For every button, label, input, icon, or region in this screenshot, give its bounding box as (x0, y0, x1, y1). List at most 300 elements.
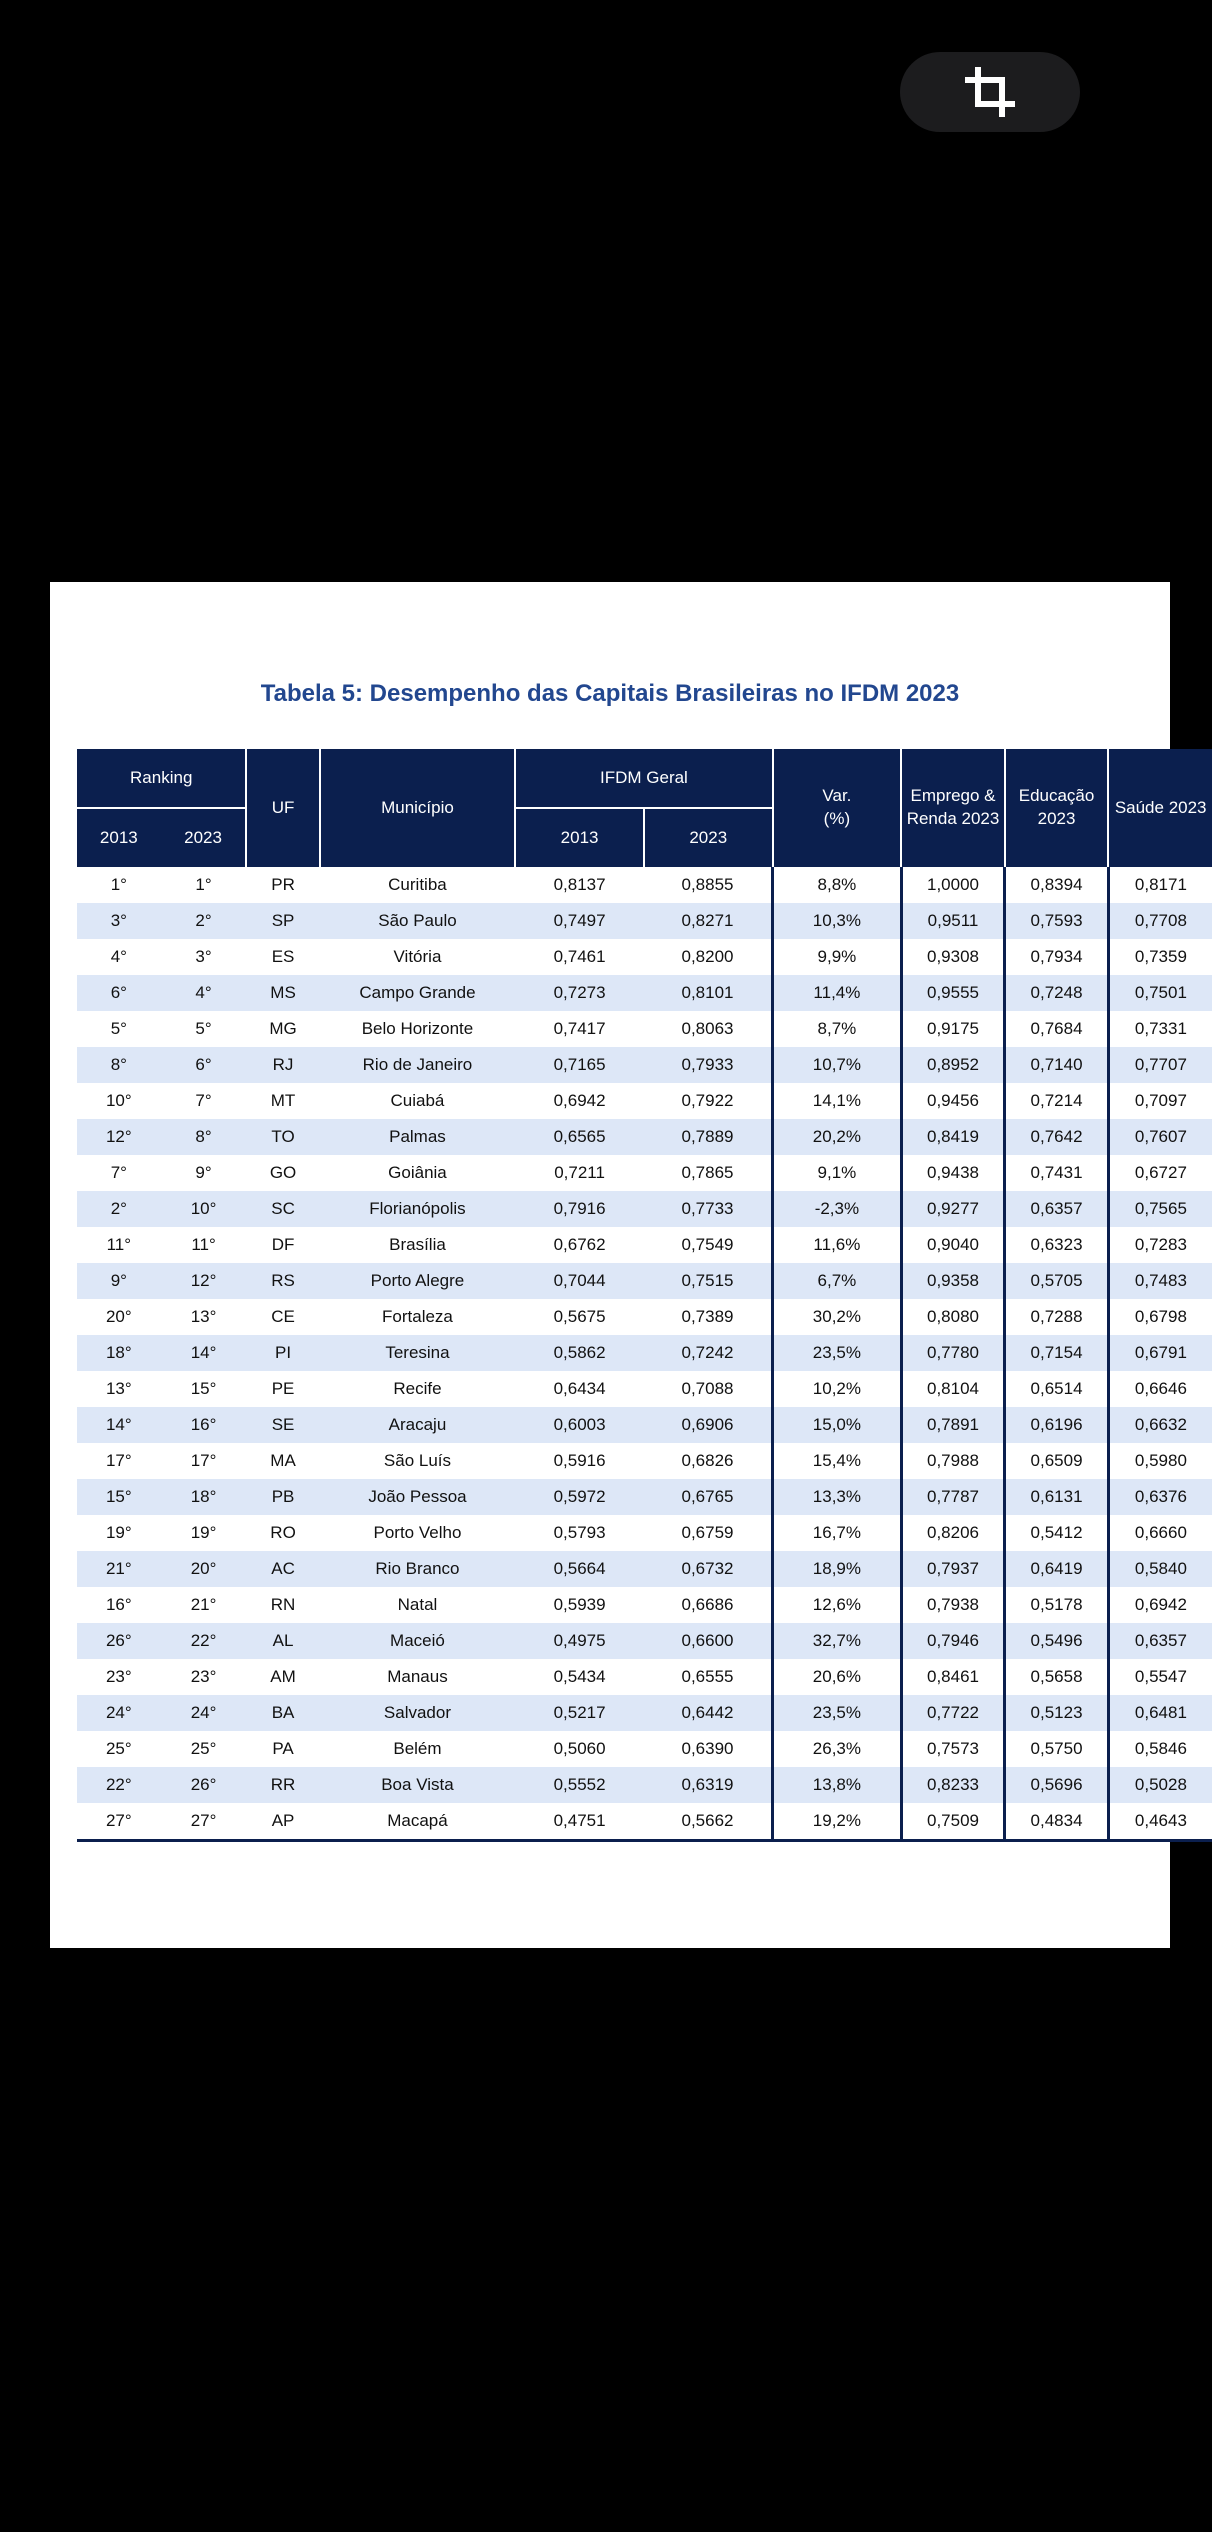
table-row (77, 975, 1212, 1011)
cell-var: 12,6% (773, 1587, 902, 1623)
cell-saude: 0,6357 (1108, 1623, 1212, 1659)
cell-var: 9,1% (773, 1155, 902, 1191)
cell-var: 13,8% (773, 1767, 902, 1803)
cell-var: 14,1% (773, 1083, 902, 1119)
cell-ifdm-2013: 0,7461 (515, 939, 644, 975)
cell-educacao: 0,5412 (1005, 1515, 1109, 1551)
cell-ifdm-2013: 0,7211 (515, 1155, 644, 1191)
cell-ifdm-2013: 0,5675 (515, 1299, 644, 1335)
cell-rank-2013: 26° (77, 1623, 161, 1659)
cell-emprego-renda: 0,8233 (901, 1767, 1005, 1803)
header-municipio: Município (320, 749, 516, 867)
header-ifdm-geral: IFDM Geral (515, 749, 772, 808)
cell-emprego-renda: 0,7988 (901, 1443, 1005, 1479)
cell-rank-2013: 18° (77, 1335, 161, 1371)
table-row (77, 867, 1212, 903)
cell-emprego-renda: 0,9438 (901, 1155, 1005, 1191)
cell-rank-2023: 12° (161, 1263, 247, 1299)
cell-rank-2023: 13° (161, 1299, 247, 1335)
cell-emprego-renda: 0,8206 (901, 1515, 1005, 1551)
cell-municipio: Porto Velho (320, 1515, 516, 1551)
cell-emprego-renda: 0,9175 (901, 1011, 1005, 1047)
table-row (77, 1083, 1212, 1119)
cell-ifdm-2023: 0,6765 (644, 1479, 773, 1515)
cell-uf: SE (246, 1407, 319, 1443)
cell-rank-2023: 16° (161, 1407, 247, 1443)
cell-saude: 0,7565 (1108, 1191, 1212, 1227)
cell-rank-2023: 5° (161, 1011, 247, 1047)
cell-ifdm-2013: 0,6762 (515, 1227, 644, 1263)
cell-educacao: 0,5696 (1005, 1767, 1109, 1803)
cell-rank-2013: 21° (77, 1551, 161, 1587)
cell-var: 15,4% (773, 1443, 902, 1479)
cell-var: 18,9% (773, 1551, 902, 1587)
cell-municipio: Porto Alegre (320, 1263, 516, 1299)
cell-ifdm-2013: 0,5793 (515, 1515, 644, 1551)
cell-ifdm-2023: 0,6442 (644, 1695, 773, 1731)
cell-rank-2013: 20° (77, 1299, 161, 1335)
cell-emprego-renda: 0,9040 (901, 1227, 1005, 1263)
header-var: Var. (%) (773, 749, 902, 867)
cell-uf: BA (246, 1695, 319, 1731)
cell-saude: 0,7483 (1108, 1263, 1212, 1299)
cell-ifdm-2023: 0,7088 (644, 1371, 773, 1407)
cell-saude: 0,6942 (1108, 1587, 1212, 1623)
cell-ifdm-2023: 0,7242 (644, 1335, 773, 1371)
cell-saude: 0,5846 (1108, 1731, 1212, 1767)
cell-ifdm-2023: 0,7865 (644, 1155, 773, 1191)
table-row (77, 1803, 1212, 1841)
cell-uf: MA (246, 1443, 319, 1479)
cell-municipio: Palmas (320, 1119, 516, 1155)
cell-rank-2023: 18° (161, 1479, 247, 1515)
cell-municipio: Belém (320, 1731, 516, 1767)
cell-uf: AC (246, 1551, 319, 1587)
cell-uf: DF (246, 1227, 319, 1263)
table-row (77, 1335, 1212, 1371)
cell-educacao: 0,5750 (1005, 1731, 1109, 1767)
cell-municipio: Rio de Janeiro (320, 1047, 516, 1083)
cell-educacao: 0,6419 (1005, 1551, 1109, 1587)
cell-municipio: Manaus (320, 1659, 516, 1695)
cell-educacao: 0,6323 (1005, 1227, 1109, 1263)
cell-rank-2013: 17° (77, 1443, 161, 1479)
cell-rank-2013: 15° (77, 1479, 161, 1515)
cell-rank-2013: 16° (77, 1587, 161, 1623)
cell-rank-2023: 11° (161, 1227, 247, 1263)
cell-rank-2013: 13° (77, 1371, 161, 1407)
table-row (77, 1479, 1212, 1515)
cell-saude: 0,5547 (1108, 1659, 1212, 1695)
cell-rank-2013: 25° (77, 1731, 161, 1767)
cell-rank-2023: 22° (161, 1623, 247, 1659)
cell-rank-2023: 25° (161, 1731, 247, 1767)
cell-saude: 0,7331 (1108, 1011, 1212, 1047)
cell-ifdm-2013: 0,7497 (515, 903, 644, 939)
cell-saude: 0,5840 (1108, 1551, 1212, 1587)
cell-municipio: João Pessoa (320, 1479, 516, 1515)
cell-var: 9,9% (773, 939, 902, 975)
cell-municipio: Salvador (320, 1695, 516, 1731)
cell-saude: 0,7359 (1108, 939, 1212, 975)
cell-var: 16,7% (773, 1515, 902, 1551)
cell-rank-2013: 11° (77, 1227, 161, 1263)
cell-emprego-renda: 0,9555 (901, 975, 1005, 1011)
cell-uf: CE (246, 1299, 319, 1335)
cell-emprego-renda: 0,7573 (901, 1731, 1005, 1767)
cell-var: 11,4% (773, 975, 902, 1011)
cell-ifdm-2013: 0,5916 (515, 1443, 644, 1479)
table-row (77, 1767, 1212, 1803)
cell-ifdm-2013: 0,5217 (515, 1695, 644, 1731)
cell-ifdm-2013: 0,4975 (515, 1623, 644, 1659)
header-ranking-2023: 2023 (161, 808, 247, 867)
cell-ifdm-2013: 0,8137 (515, 867, 644, 903)
cell-rank-2023: 21° (161, 1587, 247, 1623)
cell-ifdm-2023: 0,8200 (644, 939, 773, 975)
cell-educacao: 0,7248 (1005, 975, 1109, 1011)
cell-var: 10,7% (773, 1047, 902, 1083)
crop-icon (964, 66, 1016, 118)
cell-saude: 0,6481 (1108, 1695, 1212, 1731)
cell-ifdm-2023: 0,7549 (644, 1227, 773, 1263)
cell-uf: RJ (246, 1047, 319, 1083)
cell-municipio: Campo Grande (320, 975, 516, 1011)
cell-uf: RR (246, 1767, 319, 1803)
cell-educacao: 0,8394 (1005, 867, 1109, 903)
cell-municipio: São Paulo (320, 903, 516, 939)
cell-rank-2023: 26° (161, 1767, 247, 1803)
cell-rank-2023: 6° (161, 1047, 247, 1083)
header-educacao: Educação 2023 (1005, 749, 1109, 867)
cell-ifdm-2023: 0,5662 (644, 1803, 773, 1841)
cell-municipio: Maceió (320, 1623, 516, 1659)
cell-rank-2023: 10° (161, 1191, 247, 1227)
cell-municipio: Rio Branco (320, 1551, 516, 1587)
cell-educacao: 0,5178 (1005, 1587, 1109, 1623)
cell-municipio: Recife (320, 1371, 516, 1407)
cell-rank-2013: 1° (77, 867, 161, 903)
table-row (77, 1659, 1212, 1695)
table-row (77, 1191, 1212, 1227)
cell-emprego-renda: 0,8080 (901, 1299, 1005, 1335)
cell-emprego-renda: 0,7722 (901, 1695, 1005, 1731)
cell-uf: PA (246, 1731, 319, 1767)
document-page (50, 582, 1207, 1948)
cell-var: 26,3% (773, 1731, 902, 1767)
cell-var: 32,7% (773, 1623, 902, 1659)
cell-emprego-renda: 0,8952 (901, 1047, 1005, 1083)
cell-municipio: Belo Horizonte (320, 1011, 516, 1047)
crop-button[interactable] (900, 52, 1080, 132)
cell-ifdm-2013: 0,6003 (515, 1407, 644, 1443)
cell-rank-2023: 20° (161, 1551, 247, 1587)
cell-ifdm-2023: 0,8271 (644, 903, 773, 939)
cell-emprego-renda: 0,9456 (901, 1083, 1005, 1119)
header-ranking: Ranking (77, 749, 246, 808)
cell-var: 8,8% (773, 867, 902, 903)
header-ifdm-2013: 2013 (515, 808, 644, 867)
cell-ifdm-2013: 0,7165 (515, 1047, 644, 1083)
cell-saude: 0,6798 (1108, 1299, 1212, 1335)
cell-saude: 0,7707 (1108, 1047, 1212, 1083)
cell-ifdm-2023: 0,6826 (644, 1443, 773, 1479)
cell-saude: 0,6646 (1108, 1371, 1212, 1407)
cell-ifdm-2023: 0,6686 (644, 1587, 773, 1623)
table-row (77, 1443, 1212, 1479)
cell-emprego-renda: 0,7509 (901, 1803, 1005, 1841)
cell-rank-2023: 8° (161, 1119, 247, 1155)
table-row (77, 1587, 1212, 1623)
cell-saude: 0,7607 (1108, 1119, 1212, 1155)
cell-uf: MG (246, 1011, 319, 1047)
cell-emprego-renda: 0,7938 (901, 1587, 1005, 1623)
cell-educacao: 0,7288 (1005, 1299, 1109, 1335)
cell-rank-2023: 3° (161, 939, 247, 975)
cell-rank-2023: 2° (161, 903, 247, 939)
cell-municipio: Fortaleza (320, 1299, 516, 1335)
cell-ifdm-2013: 0,4751 (515, 1803, 644, 1841)
cell-saude: 0,6727 (1108, 1155, 1212, 1191)
cell-emprego-renda: 0,9511 (901, 903, 1005, 939)
cell-municipio: Macapá (320, 1803, 516, 1841)
cell-educacao: 0,7214 (1005, 1083, 1109, 1119)
table-row (77, 939, 1212, 975)
table-row (77, 1227, 1212, 1263)
cell-var: 10,2% (773, 1371, 902, 1407)
cell-uf: SC (246, 1191, 319, 1227)
cell-rank-2013: 23° (77, 1659, 161, 1695)
cell-rank-2013: 9° (77, 1263, 161, 1299)
table-row (77, 903, 1212, 939)
cell-educacao: 0,6514 (1005, 1371, 1109, 1407)
cell-saude: 0,5980 (1108, 1443, 1212, 1479)
cell-ifdm-2023: 0,7515 (644, 1263, 773, 1299)
cell-uf: PB (246, 1479, 319, 1515)
cell-educacao: 0,7140 (1005, 1047, 1109, 1083)
cell-municipio: Brasília (320, 1227, 516, 1263)
cell-rank-2023: 27° (161, 1803, 247, 1841)
table-row (77, 1407, 1212, 1443)
cell-emprego-renda: 1,0000 (901, 867, 1005, 903)
cell-saude: 0,4643 (1108, 1803, 1212, 1841)
cell-rank-2013: 22° (77, 1767, 161, 1803)
cell-emprego-renda: 0,7937 (901, 1551, 1005, 1587)
cell-ifdm-2023: 0,6600 (644, 1623, 773, 1659)
table-title: Tabela 5: Desempenho das Capitais Brasileiras no IFDM 2023 (260, 680, 960, 707)
cell-rank-2013: 10° (77, 1083, 161, 1119)
cell-municipio: Florianópolis (320, 1191, 516, 1227)
cell-var: 8,7% (773, 1011, 902, 1047)
table-row (77, 1695, 1212, 1731)
cell-uf: PR (246, 867, 319, 903)
table-row (77, 1731, 1212, 1767)
table-row (77, 1047, 1212, 1083)
cell-educacao: 0,6196 (1005, 1407, 1109, 1443)
cell-emprego-renda: 0,7780 (901, 1335, 1005, 1371)
cell-var: 6,7% (773, 1263, 902, 1299)
cell-municipio: Curitiba (320, 867, 516, 903)
header-ifdm-2023: 2023 (644, 808, 773, 867)
table-row (77, 1551, 1212, 1587)
header-uf: UF (246, 749, 319, 867)
cell-ifdm-2013: 0,6942 (515, 1083, 644, 1119)
cell-ifdm-2013: 0,7044 (515, 1263, 644, 1299)
cell-saude: 0,7501 (1108, 975, 1212, 1011)
cell-saude: 0,8171 (1108, 867, 1212, 903)
cell-uf: RS (246, 1263, 319, 1299)
cell-saude: 0,6791 (1108, 1335, 1212, 1371)
cell-saude: 0,5028 (1108, 1767, 1212, 1803)
cell-ifdm-2023: 0,7933 (644, 1047, 773, 1083)
cell-rank-2023: 14° (161, 1335, 247, 1371)
cell-municipio: Teresina (320, 1335, 516, 1371)
cell-ifdm-2023: 0,6906 (644, 1407, 773, 1443)
cell-ifdm-2023: 0,7389 (644, 1299, 773, 1335)
cell-emprego-renda: 0,9358 (901, 1263, 1005, 1299)
cell-educacao: 0,5123 (1005, 1695, 1109, 1731)
cell-ifdm-2013: 0,6565 (515, 1119, 644, 1155)
header-saude: Saúde 2023 (1108, 749, 1212, 867)
cell-uf: AP (246, 1803, 319, 1841)
cell-uf: MS (246, 975, 319, 1011)
cell-educacao: 0,6131 (1005, 1479, 1109, 1515)
cell-rank-2023: 1° (161, 867, 247, 903)
cell-educacao: 0,6509 (1005, 1443, 1109, 1479)
cell-municipio: Goiânia (320, 1155, 516, 1191)
cell-municipio: Aracaju (320, 1407, 516, 1443)
table-row (77, 1515, 1212, 1551)
ifdm-table (77, 749, 1212, 1842)
cell-municipio: Vitória (320, 939, 516, 975)
cell-municipio: Cuiabá (320, 1083, 516, 1119)
cell-rank-2013: 5° (77, 1011, 161, 1047)
cell-uf: PI (246, 1335, 319, 1371)
cell-educacao: 0,5496 (1005, 1623, 1109, 1659)
cell-ifdm-2013: 0,7417 (515, 1011, 644, 1047)
cell-ifdm-2023: 0,8063 (644, 1011, 773, 1047)
cell-var: -2,3% (773, 1191, 902, 1227)
cell-var: 23,5% (773, 1335, 902, 1371)
cell-emprego-renda: 0,9308 (901, 939, 1005, 975)
cell-educacao: 0,7431 (1005, 1155, 1109, 1191)
cell-rank-2013: 6° (77, 975, 161, 1011)
cell-municipio: Natal (320, 1587, 516, 1623)
cell-ifdm-2023: 0,6732 (644, 1551, 773, 1587)
cell-ifdm-2013: 0,5862 (515, 1335, 644, 1371)
cell-ifdm-2023: 0,8855 (644, 867, 773, 903)
cell-rank-2023: 7° (161, 1083, 247, 1119)
table-row (77, 1371, 1212, 1407)
cell-var: 30,2% (773, 1299, 902, 1335)
table-row (77, 1263, 1212, 1299)
cell-rank-2013: 8° (77, 1047, 161, 1083)
cell-uf: PE (246, 1371, 319, 1407)
cell-uf: SP (246, 903, 319, 939)
cell-rank-2013: 7° (77, 1155, 161, 1191)
cell-educacao: 0,7934 (1005, 939, 1109, 975)
table-row (77, 1299, 1212, 1335)
cell-educacao: 0,7684 (1005, 1011, 1109, 1047)
cell-rank-2023: 9° (161, 1155, 247, 1191)
cell-educacao: 0,5658 (1005, 1659, 1109, 1695)
cell-uf: ES (246, 939, 319, 975)
cell-var: 23,5% (773, 1695, 902, 1731)
cell-saude: 0,6376 (1108, 1479, 1212, 1515)
table-row (77, 1011, 1212, 1047)
cell-saude: 0,7097 (1108, 1083, 1212, 1119)
cell-educacao: 0,7593 (1005, 903, 1109, 939)
cell-saude: 0,7708 (1108, 903, 1212, 939)
cell-ifdm-2023: 0,6390 (644, 1731, 773, 1767)
cell-rank-2013: 4° (77, 939, 161, 975)
cell-var: 15,0% (773, 1407, 902, 1443)
cell-ifdm-2023: 0,7733 (644, 1191, 773, 1227)
cell-uf: MT (246, 1083, 319, 1119)
cell-var: 20,6% (773, 1659, 902, 1695)
cell-educacao: 0,7642 (1005, 1119, 1109, 1155)
cell-ifdm-2013: 0,5664 (515, 1551, 644, 1587)
cell-emprego-renda: 0,7946 (901, 1623, 1005, 1659)
cell-rank-2013: 27° (77, 1803, 161, 1841)
cell-ifdm-2023: 0,8101 (644, 975, 773, 1011)
cell-rank-2013: 2° (77, 1191, 161, 1227)
cell-saude: 0,6632 (1108, 1407, 1212, 1443)
cell-emprego-renda: 0,7891 (901, 1407, 1005, 1443)
cell-var: 10,3% (773, 903, 902, 939)
cell-educacao: 0,6357 (1005, 1191, 1109, 1227)
cell-rank-2013: 19° (77, 1515, 161, 1551)
cell-rank-2013: 12° (77, 1119, 161, 1155)
cell-emprego-renda: 0,7787 (901, 1479, 1005, 1515)
cell-ifdm-2013: 0,5939 (515, 1587, 644, 1623)
cell-ifdm-2023: 0,6759 (644, 1515, 773, 1551)
cell-uf: RN (246, 1587, 319, 1623)
cell-rank-2013: 24° (77, 1695, 161, 1731)
cell-emprego-renda: 0,9277 (901, 1191, 1005, 1227)
cell-rank-2023: 17° (161, 1443, 247, 1479)
cell-saude: 0,6660 (1108, 1515, 1212, 1551)
cell-ifdm-2023: 0,7889 (644, 1119, 773, 1155)
cell-ifdm-2023: 0,7922 (644, 1083, 773, 1119)
header-emprego-renda: Emprego & Renda 2023 (901, 749, 1005, 867)
cell-emprego-renda: 0,8461 (901, 1659, 1005, 1695)
table-row (77, 1623, 1212, 1659)
cell-rank-2023: 23° (161, 1659, 247, 1695)
cell-emprego-renda: 0,8419 (901, 1119, 1005, 1155)
table-row (77, 1119, 1212, 1155)
cell-educacao: 0,5705 (1005, 1263, 1109, 1299)
cell-rank-2013: 3° (77, 903, 161, 939)
cell-municipio: São Luís (320, 1443, 516, 1479)
cell-var: 19,2% (773, 1803, 902, 1841)
cell-ifdm-2023: 0,6555 (644, 1659, 773, 1695)
cell-rank-2023: 24° (161, 1695, 247, 1731)
cell-rank-2023: 15° (161, 1371, 247, 1407)
cell-rank-2023: 19° (161, 1515, 247, 1551)
cell-educacao: 0,7154 (1005, 1335, 1109, 1371)
cell-emprego-renda: 0,8104 (901, 1371, 1005, 1407)
table-body (77, 867, 1212, 1841)
cell-educacao: 0,4834 (1005, 1803, 1109, 1841)
cell-var: 13,3% (773, 1479, 902, 1515)
cell-saude: 0,7283 (1108, 1227, 1212, 1263)
cell-ifdm-2013: 0,5552 (515, 1767, 644, 1803)
cell-ifdm-2013: 0,5972 (515, 1479, 644, 1515)
cell-uf: AL (246, 1623, 319, 1659)
cell-rank-2023: 4° (161, 975, 247, 1011)
cell-var: 20,2% (773, 1119, 902, 1155)
